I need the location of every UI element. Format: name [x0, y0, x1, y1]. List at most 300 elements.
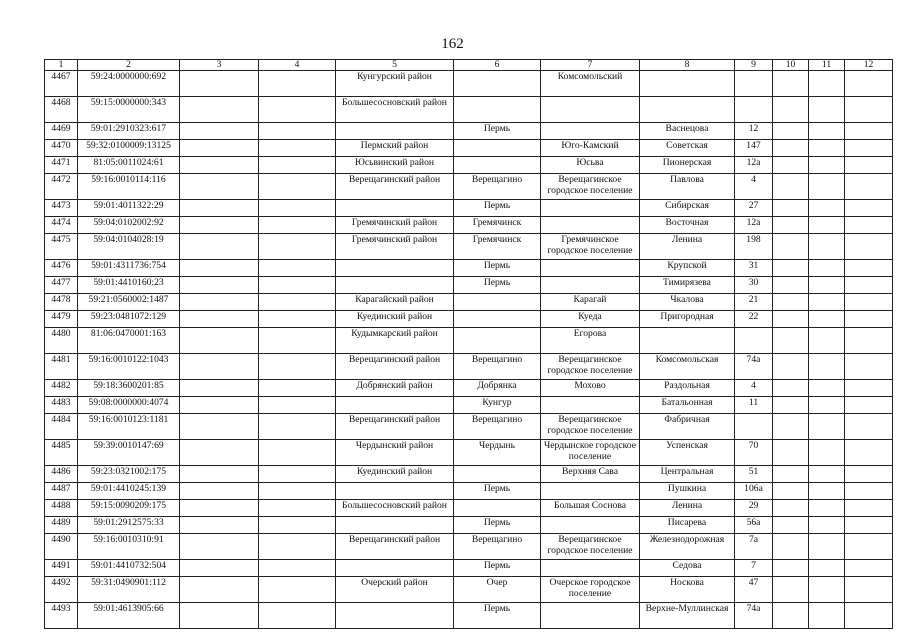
table-cell — [845, 200, 893, 217]
table-cell: 4476 — [45, 260, 78, 277]
table-cell: 31 — [735, 260, 773, 277]
table-row — [45, 311, 893, 328]
table-cell: Верещагинский район — [336, 414, 454, 440]
table-row — [45, 534, 893, 560]
table-cell: 4479 — [45, 311, 78, 328]
table-cell: Ленина — [640, 500, 735, 517]
table-cell: Крупской — [640, 260, 735, 277]
table-cell: 59:15:0090209:175 — [78, 500, 180, 517]
table-cell — [809, 260, 845, 277]
table-cell: Успенская — [640, 440, 735, 466]
table-row — [45, 174, 893, 200]
table-cell: 59:04:0102002:92 — [78, 217, 180, 234]
table-cell — [336, 200, 454, 217]
table-cell: 4473 — [45, 200, 78, 217]
table-cell: Седова — [640, 560, 735, 577]
table-cell — [336, 603, 454, 629]
table-cell — [336, 397, 454, 414]
table-cell: 59:16:0010114:116 — [78, 174, 180, 200]
table-cell — [809, 466, 845, 483]
table-cell: Чердынский район — [336, 440, 454, 466]
column-header: 2 — [78, 60, 180, 71]
table-cell: 4484 — [45, 414, 78, 440]
table-cell: 29 — [735, 500, 773, 517]
table-cell: Куеда — [541, 311, 640, 328]
table-cell: Большая Соснова — [541, 500, 640, 517]
table-row — [45, 380, 893, 397]
table-cell: 4468 — [45, 97, 78, 123]
table-cell: 59:01:2912575:33 — [78, 517, 180, 534]
table-cell — [541, 200, 640, 217]
table-cell — [541, 123, 640, 140]
table-row — [45, 577, 893, 603]
table-cell — [336, 260, 454, 277]
table-cell: Пермь — [454, 483, 541, 500]
table-cell: Карагайский район — [336, 294, 454, 311]
table-cell — [180, 260, 259, 277]
table-cell — [845, 311, 893, 328]
table-cell: Кунгур — [454, 397, 541, 414]
table-cell — [845, 260, 893, 277]
table-cell — [845, 440, 893, 466]
table-cell — [454, 71, 541, 97]
table-cell: 81:05:0011024:61 — [78, 157, 180, 174]
table-cell — [259, 577, 336, 603]
table-cell: 4472 — [45, 174, 78, 200]
table-cell: 59:01:4613905:66 — [78, 603, 180, 629]
table-cell: 59:21:0560002:1487 — [78, 294, 180, 311]
table-cell: 4475 — [45, 234, 78, 260]
table-cell: 12а — [735, 157, 773, 174]
table-cell — [845, 294, 893, 311]
column-header: 1 — [45, 60, 78, 71]
table-cell — [773, 328, 809, 354]
table-cell — [541, 217, 640, 234]
column-header: 12 — [845, 60, 893, 71]
table-cell: 4486 — [45, 466, 78, 483]
table-row — [45, 277, 893, 294]
table-cell — [541, 277, 640, 294]
table-cell — [809, 534, 845, 560]
table-row — [45, 217, 893, 234]
table-cell — [809, 123, 845, 140]
table-cell: 4493 — [45, 603, 78, 629]
table-cell: 4485 — [45, 440, 78, 466]
table-cell: Верхне-Муллинская — [640, 603, 735, 629]
table-cell: Верещагинский район — [336, 354, 454, 380]
table-cell — [259, 123, 336, 140]
table-cell: Очерское городское поселение — [541, 577, 640, 603]
table-cell — [454, 311, 541, 328]
table-cell — [845, 328, 893, 354]
table-row — [45, 440, 893, 466]
table-cell: Фабричная — [640, 414, 735, 440]
table-cell: Ленина — [640, 234, 735, 260]
table-cell: 4491 — [45, 560, 78, 577]
table-cell: 59:31:0490901:112 — [78, 577, 180, 603]
table-cell: Комсомольская — [640, 354, 735, 380]
table-cell — [845, 414, 893, 440]
table-cell: 22 — [735, 311, 773, 328]
table-cell: 59:32:0100009:13125 — [78, 140, 180, 157]
table-cell: Батальонная — [640, 397, 735, 414]
table-cell — [259, 483, 336, 500]
column-header: 6 — [454, 60, 541, 71]
table-cell: Советская — [640, 140, 735, 157]
column-header: 11 — [809, 60, 845, 71]
table-cell — [259, 260, 336, 277]
table-cell — [809, 354, 845, 380]
table-cell — [259, 440, 336, 466]
table-cell — [259, 534, 336, 560]
table-cell — [845, 380, 893, 397]
table-cell: 4489 — [45, 517, 78, 534]
table-cell: Павлова — [640, 174, 735, 200]
table-cell — [180, 328, 259, 354]
table-cell: 51 — [735, 466, 773, 483]
table-cell: 11 — [735, 397, 773, 414]
table-row — [45, 328, 893, 354]
table-cell: Чкалова — [640, 294, 735, 311]
table-cell: Егорова — [541, 328, 640, 354]
table-cell: 30 — [735, 277, 773, 294]
table-cell: 59:16:0010122:1043 — [78, 354, 180, 380]
table-cell: 59:01:4311736:754 — [78, 260, 180, 277]
table-cell: Кудымкарский район — [336, 328, 454, 354]
table-cell — [541, 97, 640, 123]
table-cell — [773, 440, 809, 466]
table-row — [45, 260, 893, 277]
table-cell — [845, 534, 893, 560]
table-cell — [259, 71, 336, 97]
table-cell — [336, 517, 454, 534]
table-cell: Гремячинск — [454, 234, 541, 260]
table-cell: Раздольная — [640, 380, 735, 397]
table-cell: Верещагинский район — [336, 174, 454, 200]
table-cell: 21 — [735, 294, 773, 311]
table-row — [45, 71, 893, 97]
table-cell — [259, 174, 336, 200]
table-cell — [454, 157, 541, 174]
table-cell: 4470 — [45, 140, 78, 157]
table-cell — [180, 603, 259, 629]
table-cell — [809, 483, 845, 500]
table-cell — [259, 234, 336, 260]
table-cell — [454, 294, 541, 311]
table-cell — [773, 397, 809, 414]
table-cell — [180, 294, 259, 311]
table-cell — [180, 397, 259, 414]
table-cell: 12 — [735, 123, 773, 140]
table-cell — [809, 577, 845, 603]
register-table — [44, 59, 893, 629]
table-cell: 59:23:0481072:129 — [78, 311, 180, 328]
column-header: 7 — [541, 60, 640, 71]
table-cell — [454, 97, 541, 123]
table-cell — [259, 466, 336, 483]
table-cell: 47 — [735, 577, 773, 603]
table-row — [45, 414, 893, 440]
table-row — [45, 603, 893, 629]
table-cell — [180, 500, 259, 517]
table-cell — [845, 277, 893, 294]
table-cell — [773, 123, 809, 140]
table-cell — [809, 311, 845, 328]
table-cell — [845, 603, 893, 629]
table-cell: 4471 — [45, 157, 78, 174]
table-cell: 4487 — [45, 483, 78, 500]
column-header: 3 — [180, 60, 259, 71]
table-cell: Железнодорожная — [640, 534, 735, 560]
table-cell: Юсьва — [541, 157, 640, 174]
table-cell: 59:15:0000000:343 — [78, 97, 180, 123]
table-cell — [259, 200, 336, 217]
table-cell — [809, 140, 845, 157]
table-cell — [180, 380, 259, 397]
table-cell: Восточная — [640, 217, 735, 234]
table-body — [45, 60, 893, 629]
table-cell: Куединский район — [336, 311, 454, 328]
table-cell — [259, 517, 336, 534]
table-row — [45, 466, 893, 483]
column-header: 5 — [336, 60, 454, 71]
table-cell — [845, 517, 893, 534]
table-cell — [454, 328, 541, 354]
table-cell — [845, 123, 893, 140]
table-cell — [773, 260, 809, 277]
table-cell: 4483 — [45, 397, 78, 414]
table-cell — [773, 500, 809, 517]
column-header: 8 — [640, 60, 735, 71]
table-cell — [541, 517, 640, 534]
table-cell: 7 — [735, 560, 773, 577]
table-cell — [640, 328, 735, 354]
table-cell — [845, 71, 893, 97]
table-cell — [454, 466, 541, 483]
column-header: 10 — [773, 60, 809, 71]
table-cell — [541, 397, 640, 414]
table-cell — [541, 260, 640, 277]
table-cell: 147 — [735, 140, 773, 157]
table-cell — [809, 397, 845, 414]
table-cell — [845, 500, 893, 517]
table-cell — [773, 466, 809, 483]
table-cell: 4482 — [45, 380, 78, 397]
table-cell — [845, 140, 893, 157]
table-cell: 59:01:4410160:23 — [78, 277, 180, 294]
table-cell — [773, 560, 809, 577]
table-cell — [845, 217, 893, 234]
table-cell: Кунгурский район — [336, 71, 454, 97]
table-cell — [180, 560, 259, 577]
table-cell — [809, 97, 845, 123]
table-row — [45, 97, 893, 123]
table-cell — [735, 71, 773, 97]
column-header: 4 — [259, 60, 336, 71]
table-cell: Верещагинское городское поселение — [541, 414, 640, 440]
table-cell: 59:01:4410245:139 — [78, 483, 180, 500]
table-cell — [809, 234, 845, 260]
table-cell: 4480 — [45, 328, 78, 354]
table-cell — [845, 157, 893, 174]
table-cell — [180, 71, 259, 97]
table-cell: Пушкина — [640, 483, 735, 500]
table-cell — [180, 200, 259, 217]
table-cell — [454, 140, 541, 157]
table-cell: Добрянка — [454, 380, 541, 397]
table-cell — [735, 414, 773, 440]
table-cell: Очерский район — [336, 577, 454, 603]
table-cell — [845, 466, 893, 483]
table-cell: Пермь — [454, 123, 541, 140]
table-cell — [735, 97, 773, 123]
table-cell — [180, 123, 259, 140]
table-cell — [336, 123, 454, 140]
table-cell: 7а — [735, 534, 773, 560]
table-cell — [809, 174, 845, 200]
table-cell — [809, 157, 845, 174]
table-cell: 81:06:0470001:163 — [78, 328, 180, 354]
table-cell — [259, 294, 336, 311]
table-cell — [259, 277, 336, 294]
table-cell: Чердынь — [454, 440, 541, 466]
table-cell — [454, 500, 541, 517]
table-cell: 12а — [735, 217, 773, 234]
table-cell: Пермский район — [336, 140, 454, 157]
table-cell: Карагай — [541, 294, 640, 311]
table-cell — [180, 466, 259, 483]
table-cell: Васнецова — [640, 123, 735, 140]
table-cell: Гремячинский район — [336, 217, 454, 234]
table-cell — [180, 157, 259, 174]
table-cell: Верещагинское городское поселение — [541, 354, 640, 380]
table-row — [45, 157, 893, 174]
table-cell — [809, 380, 845, 397]
table-cell — [541, 560, 640, 577]
table-cell: Большесосновский район — [336, 500, 454, 517]
table-cell: 4490 — [45, 534, 78, 560]
table-cell — [845, 560, 893, 577]
table-cell — [773, 603, 809, 629]
table-cell — [259, 311, 336, 328]
table-cell — [259, 500, 336, 517]
table-cell — [259, 380, 336, 397]
table-cell: 59:16:0010310:91 — [78, 534, 180, 560]
table-cell — [809, 200, 845, 217]
table-cell — [845, 483, 893, 500]
table-cell — [773, 140, 809, 157]
table-cell — [845, 97, 893, 123]
table-cell: 4474 — [45, 217, 78, 234]
table-cell — [259, 157, 336, 174]
table-cell: 4481 — [45, 354, 78, 380]
table-cell: 59:04:0104028:19 — [78, 234, 180, 260]
table-cell: 59:18:3600201:85 — [78, 380, 180, 397]
table-cell — [809, 517, 845, 534]
table-cell — [773, 380, 809, 397]
table-cell — [809, 500, 845, 517]
table-cell: Пермь — [454, 260, 541, 277]
table-cell: Писарева — [640, 517, 735, 534]
header-row — [45, 60, 893, 71]
table-cell: Верещагино — [454, 534, 541, 560]
table-cell: Гремячинский район — [336, 234, 454, 260]
table-cell — [773, 200, 809, 217]
table-cell — [259, 217, 336, 234]
table-cell: 59:08:0000000:4074 — [78, 397, 180, 414]
table-cell — [845, 174, 893, 200]
table-cell: Тимирязева — [640, 277, 735, 294]
table-cell — [845, 234, 893, 260]
table-cell — [180, 217, 259, 234]
table-cell: 74а — [735, 354, 773, 380]
table-cell: Пригородная — [640, 311, 735, 328]
table-row — [45, 200, 893, 217]
table-cell: 4477 — [45, 277, 78, 294]
table-cell — [180, 277, 259, 294]
column-header: 9 — [735, 60, 773, 71]
table-cell — [180, 517, 259, 534]
table-cell: Большесосновский район — [336, 97, 454, 123]
table-cell: Носкова — [640, 577, 735, 603]
table-cell: 74а — [735, 603, 773, 629]
table-cell: Пермь — [454, 603, 541, 629]
table-cell: Верещагинский район — [336, 534, 454, 560]
table-cell: Верещагинское городское поселение — [541, 534, 640, 560]
table-cell: Чердынское городское поселение — [541, 440, 640, 466]
table-cell: Пермь — [454, 560, 541, 577]
table-cell: 59:39:0010147:69 — [78, 440, 180, 466]
table-cell: 4478 — [45, 294, 78, 311]
table-cell: Пермь — [454, 277, 541, 294]
table-cell — [845, 354, 893, 380]
table-cell — [809, 414, 845, 440]
table-cell — [180, 483, 259, 500]
table-cell — [809, 328, 845, 354]
table-cell — [180, 440, 259, 466]
table-cell: Мохово — [541, 380, 640, 397]
table-row — [45, 234, 893, 260]
table-cell: 59:01:4410732:504 — [78, 560, 180, 577]
table-cell: 198 — [735, 234, 773, 260]
table-cell — [809, 71, 845, 97]
table-cell — [180, 534, 259, 560]
table-row — [45, 294, 893, 311]
page-number: 162 — [441, 36, 464, 52]
table-cell: Сибирская — [640, 200, 735, 217]
table-row — [45, 123, 893, 140]
table-cell: 27 — [735, 200, 773, 217]
table-cell — [773, 157, 809, 174]
table-cell: Верещагино — [454, 174, 541, 200]
table-cell — [773, 97, 809, 123]
table-cell — [259, 97, 336, 123]
table-row — [45, 397, 893, 414]
table-cell — [773, 294, 809, 311]
table-cell: 4 — [735, 380, 773, 397]
table-cell — [541, 603, 640, 629]
table-cell — [259, 603, 336, 629]
table-row — [45, 483, 893, 500]
table-cell: 4492 — [45, 577, 78, 603]
table-cell: 59:23:0321002:175 — [78, 466, 180, 483]
table-cell — [640, 71, 735, 97]
table-cell — [180, 354, 259, 380]
table-cell — [180, 140, 259, 157]
table-cell: 106а — [735, 483, 773, 500]
table-cell — [809, 560, 845, 577]
table-cell: 59:01:2910323:617 — [78, 123, 180, 140]
